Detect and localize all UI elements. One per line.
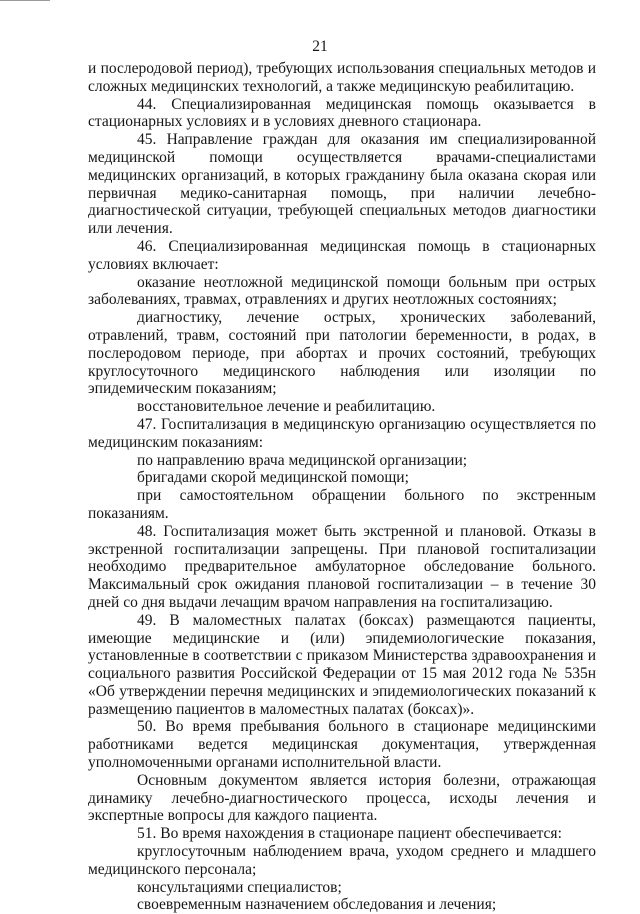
list-item-51-observation: круглосуточным наблюдением врача, уходом среднего и младшего медицинского персонала;	[88, 843, 596, 878]
list-item-47-self-referral: при самостоятельном обращении больного по экстренным показаниям.	[88, 487, 596, 522]
list-item-51-treatment: своевременным назначением обследования и лечения;	[137, 896, 497, 914]
list-item-47-ambulance: бригадами скорой медицинской помощи;	[137, 469, 409, 487]
paragraph-49: 49. В маломестных палатах (боксах) размещаются пациенты, имеющие медицинские и (или) эпидемиологические показания, установленные в соответствии с приказом Министерства здравоохранения и социального развития Российской Федерации от 15 мая 2012 года № 535н «Об утверждении перечня медицинских и эпидемиологических показаний к размещению пациентов в маломестных палатах (боксах)».	[88, 611, 596, 718]
paragraph-48: 48. Госпитализация может быть экстренной и плановой. Отказы в экстренной госпитализации запрещены. При плановой госпитализации необходимо предварительное амбулаторное обследование больного. Максимальный срок ожидания плановой госпитализации – в течение 30 дней со дня выдачи лечащим врачом направления на госпитализацию.	[88, 522, 596, 611]
paragraph-43-continuation: и послеродовой период), требующих использования специальных методов и сложных медицинских технологий, а также медицинскую реабилитацию.	[88, 60, 596, 95]
list-item-51-consultations: консультациями специалистов;	[137, 878, 342, 896]
page-number: 21	[312, 38, 328, 55]
paragraph-46: 46. Специализированная медицинская помощь в стационарных условиях включает:	[88, 237, 596, 273]
paragraph-47: 47. Госпитализация в медицинскую организацию осуществляется по медицинским показаниям:	[88, 415, 596, 451]
paragraph-51: 51. Во время нахождения в стационаре пациент обеспечивается:	[137, 825, 562, 843]
paragraph-50: 50. Во время пребывания больного в стационаре медицинскими работниками ведется медицинская документация, утвержденная уполномоченными органами исполнительной власти.	[88, 718, 596, 772]
paragraph-45: 45. Направление граждан для оказания им специализированной медицинской помощи осуществляется врачами-специалистами медицинских организаций, в которых гражданину была оказана скорая или первичная медико-санитарная помощь, при наличии лечебно-диагностической ситуации, требующей специальных методов диагностики или лечения.	[88, 131, 596, 238]
document-body	[88, 60, 596, 914]
list-item-46-diagnostics: диагностику, лечение острых, хронических заболеваний, отравлений, травм, состояний при патологии беременности, в родах, в послеродовом периоде, при абортах и прочих состояний, требующих круглосуточного медицинского наблюдения или изоляции по эпидемическим показаниям;	[88, 309, 596, 398]
list-item-46-emergency-care: оказание неотложной медицинской помощи больным при острых заболеваниях, травмах, отравлениях и других неотложных состояниях;	[88, 273, 596, 309]
list-item-46-rehabilitation: восстановительное лечение и реабилитацию.	[137, 398, 436, 416]
paragraph-44: 44. Специализированная медицинская помощь оказывается в стационарных условиях и в условиях дневного стационара.	[88, 95, 596, 131]
corner-rule	[0, 0, 50, 1]
paragraph-50-history: Основным документом является история болезни, отражающая динамику лечебно-диагностического процесса, исходы лечения и экспертные вопросы для каждого пациента.	[88, 771, 596, 825]
list-item-47-referral: по направлению врача медицинской организации;	[137, 451, 468, 469]
